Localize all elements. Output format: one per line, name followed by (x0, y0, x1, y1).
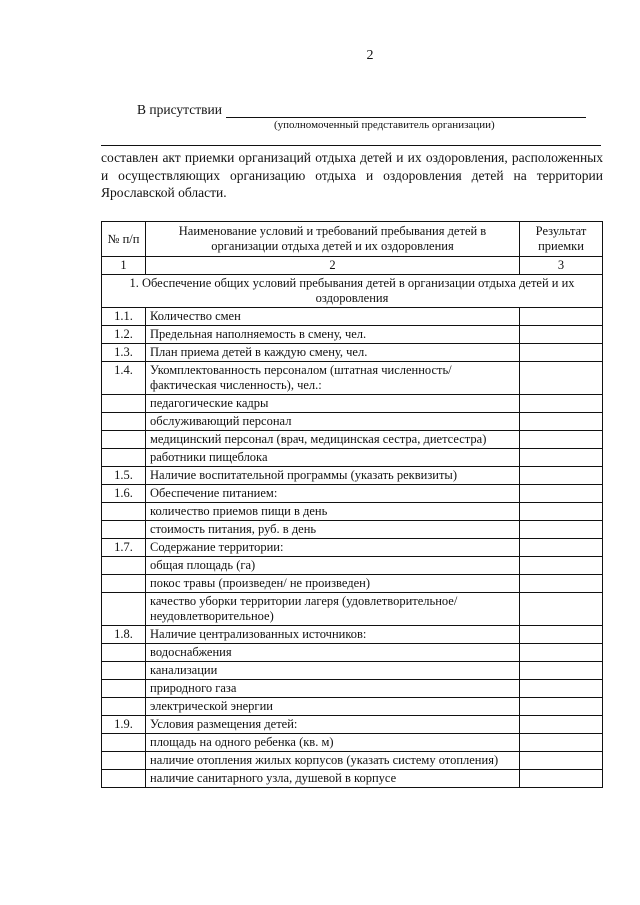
row-result-cell[interactable] (520, 680, 603, 698)
table-row (102, 326, 603, 344)
row-condition: стоимость питания, руб. в день (146, 521, 520, 539)
row-condition: общая площадь (га) (146, 557, 520, 575)
row-condition: площадь на одного ребенка (кв. м) (146, 734, 520, 752)
header-num: № п/п (102, 222, 146, 257)
row-number (102, 521, 146, 539)
row-number (102, 431, 146, 449)
table-row (102, 644, 603, 662)
table-body (102, 275, 603, 788)
table-header-row (102, 222, 603, 257)
column-number-row (102, 257, 603, 275)
table-row (102, 449, 603, 467)
table-row (102, 431, 603, 449)
row-number (102, 734, 146, 752)
row-number (102, 413, 146, 431)
row-condition: Предельная наполняемость в смену, чел. (146, 326, 520, 344)
table-row (102, 680, 603, 698)
table-row (102, 467, 603, 485)
intro-paragraph: составлен акт приемки организаций отдыха детей и их оздоровления, расположенных и осуществляющих организацию отдыха и оздоровления детей на территории Ярославской области. (101, 150, 603, 200)
row-number (102, 395, 146, 413)
row-condition: водоснабжения (146, 644, 520, 662)
row-result-cell[interactable] (520, 431, 603, 449)
acceptance-table (101, 221, 603, 788)
row-result-cell[interactable] (520, 557, 603, 575)
table-row (102, 575, 603, 593)
row-result-cell[interactable] (520, 644, 603, 662)
row-number (102, 752, 146, 770)
row-condition: Укомплектованность персоналом (штатная численность/ фактическая численность), чел.: (146, 362, 520, 395)
row-condition: Наличие централизованных источников: (146, 626, 520, 644)
row-number: 1.5. (102, 467, 146, 485)
row-condition: канализации (146, 662, 520, 680)
row-number (102, 557, 146, 575)
row-condition: Условия размещения детей: (146, 716, 520, 734)
table-row (102, 752, 603, 770)
row-result-cell[interactable] (520, 485, 603, 503)
table-row (102, 662, 603, 680)
row-result-cell[interactable] (520, 308, 603, 326)
table-row (102, 593, 603, 626)
col-number-3: 3 (520, 257, 603, 275)
row-condition: обслуживающий персонал (146, 413, 520, 431)
row-number (102, 680, 146, 698)
row-condition: качество уборки территории лагеря (удовлетворительное/неудовлетворительное) (146, 593, 520, 626)
table-row (102, 362, 603, 395)
row-result-cell[interactable] (520, 449, 603, 467)
row-result-cell[interactable] (520, 521, 603, 539)
table-row (102, 698, 603, 716)
row-result-cell[interactable] (520, 734, 603, 752)
divider (101, 145, 601, 146)
section-title-row (102, 275, 603, 308)
presence-line (137, 102, 586, 118)
row-result-cell[interactable] (520, 362, 603, 395)
row-condition: Обеспечение питанием: (146, 485, 520, 503)
row-condition: Количество смен (146, 308, 520, 326)
table-row (102, 413, 603, 431)
table-row (102, 308, 603, 326)
row-condition: педагогические кадры (146, 395, 520, 413)
row-number (102, 593, 146, 626)
table-row (102, 485, 603, 503)
row-number: 1.2. (102, 326, 146, 344)
row-number (102, 449, 146, 467)
row-number (102, 575, 146, 593)
row-condition: наличие санитарного узла, душевой в корпусе (146, 770, 520, 788)
col-number-2: 2 (146, 257, 520, 275)
col-number-1: 1 (102, 257, 146, 275)
row-number (102, 644, 146, 662)
presence-label: В присутствии (137, 102, 222, 117)
table-row (102, 521, 603, 539)
presence-caption: (уполномоченный представитель организации) (274, 119, 495, 131)
row-result-cell[interactable] (520, 626, 603, 644)
section-title: 1. Обеспечение общих условий пребывания детей в организации отдыха детей и их оздоровления (102, 275, 603, 308)
row-result-cell[interactable] (520, 752, 603, 770)
table-row (102, 395, 603, 413)
row-number: 1.1. (102, 308, 146, 326)
table-row (102, 539, 603, 557)
row-result-cell[interactable] (520, 716, 603, 734)
row-result-cell[interactable] (520, 467, 603, 485)
row-number: 1.9. (102, 716, 146, 734)
presence-signature-line (226, 103, 586, 118)
row-condition: наличие отопления жилых корпусов (указать систему отопления) (146, 752, 520, 770)
row-result-cell[interactable] (520, 413, 603, 431)
row-result-cell[interactable] (520, 698, 603, 716)
row-result-cell[interactable] (520, 395, 603, 413)
row-condition: Содержание территории: (146, 539, 520, 557)
row-condition: природного газа (146, 680, 520, 698)
row-result-cell[interactable] (520, 770, 603, 788)
table-row (102, 734, 603, 752)
row-result-cell[interactable] (520, 326, 603, 344)
row-condition: покос травы (произведен/ не произведен) (146, 575, 520, 593)
table-row (102, 770, 603, 788)
row-condition: электрической энергии (146, 698, 520, 716)
row-number: 1.4. (102, 362, 146, 395)
table-row (102, 626, 603, 644)
row-number (102, 770, 146, 788)
row-condition: План приема детей в каждую смену, чел. (146, 344, 520, 362)
row-condition: медицинский персонал (врач, медицинская сестра, диетсестра) (146, 431, 520, 449)
table-row (102, 503, 603, 521)
table-row (102, 716, 603, 734)
row-condition: работники пищеблока (146, 449, 520, 467)
row-condition: Наличие воспитательной программы (указать реквизиты) (146, 467, 520, 485)
row-number (102, 662, 146, 680)
row-result-cell[interactable] (520, 593, 603, 626)
row-result-cell[interactable] (520, 662, 603, 680)
table-row (102, 557, 603, 575)
row-result-cell[interactable] (520, 575, 603, 593)
row-condition: количество приемов пищи в день (146, 503, 520, 521)
row-number: 1.8. (102, 626, 146, 644)
table-row (102, 344, 603, 362)
row-number (102, 698, 146, 716)
row-result-cell[interactable] (520, 539, 603, 557)
row-number (102, 503, 146, 521)
header-result: Результат приемки (520, 222, 603, 257)
page-number: 2 (366, 48, 374, 63)
row-number: 1.3. (102, 344, 146, 362)
row-number: 1.6. (102, 485, 146, 503)
row-result-cell[interactable] (520, 503, 603, 521)
row-result-cell[interactable] (520, 344, 603, 362)
header-name: Наименование условий и требований пребывания детей в организации отдыха детей и их оздоровления (146, 222, 520, 257)
row-number: 1.7. (102, 539, 146, 557)
